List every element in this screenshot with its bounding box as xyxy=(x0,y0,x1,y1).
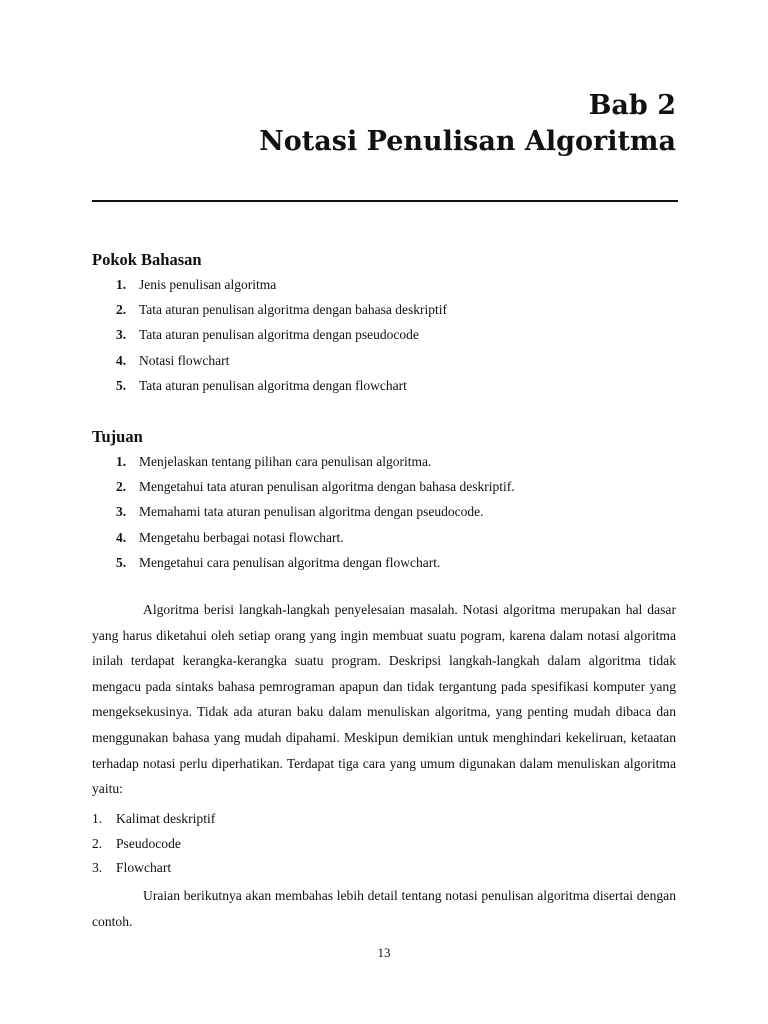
list-item: 2. Mengetahui tata aturan penulisan algoritma dengan bahasa deskriptif. xyxy=(116,479,515,495)
list-item: 1. Menjelaskan tentang pilihan cara penulisan algoritma. xyxy=(116,454,432,469)
chapter-heading xyxy=(259,88,676,160)
list-item: 4. Notasi flowchart xyxy=(116,352,230,368)
list-item: 5. Mengetahui cara penulisan algoritma dengan flowchart. xyxy=(116,554,441,570)
list-item: 2. Tata aturan penulisan algoritma dengan bahasa deskriptif xyxy=(116,302,447,318)
list-item: 4. Mengetahu berbagai notasi flowchart. xyxy=(116,529,344,545)
page-number: 13 xyxy=(377,945,391,960)
heading-divider xyxy=(92,200,678,202)
list-item: 3. Memahami tata aturan penulisan algoritma dengan pseudocode. xyxy=(116,504,484,520)
list-item: 2. Pseudocode xyxy=(92,835,181,851)
intro-paragraph: Algoritma berisi langkah-langkah penyelesaian masalah. Notasi algoritma merupakan hal dasar yang harus diketahui oleh setiap orang yang ingin membuat suatu pogram, karena dalam notasi algoritma inilah terdapat kerangka-kerangka suatu program. Deskripsi langkah-langkah dalam algoritma tidak mengacu pada sintaks bahasa pemrograman apapun dan tidak tergantung pada spesifikasi komputer yang mengeksekusinya. Tidak ada aturan baku dalam menuliskan algoritma, yang penting mudah dibaca dan menggunakan bahasa yang mudah dipahami. Meskipun demikian untuk menghindari kekeliruan, ketaatan terhadap notasi perlu diperhatikan. Terdapat tiga cara yang umum digunakan dalam menuliskan algoritma yaitu: xyxy=(92,602,676,797)
list-item: 5. Tata aturan penulisan algoritma dengan flowchart xyxy=(116,377,407,393)
list-item: 3. Tata aturan penulisan algoritma dengan pseudocode xyxy=(116,327,419,343)
closing-paragraph: Uraian berikutnya akan membahas lebih detail tentang notasi penulisan algoritma disertai dengan contoh. xyxy=(92,888,676,929)
chapter-title: Notasi Penulisan Algoritma xyxy=(259,126,676,157)
list-item: 3. Flowchart xyxy=(92,860,172,875)
chapter-number: Bab 2 xyxy=(588,90,676,121)
pokok-bahasan-heading: Pokok Bahasan xyxy=(92,250,202,269)
methods-list xyxy=(92,807,215,881)
list-item: 1. Kalimat deskriptif xyxy=(92,811,216,826)
list-item: 1. Jenis penulisan algoritma xyxy=(116,277,277,292)
tujuan-list xyxy=(116,449,515,575)
pokok-bahasan-list xyxy=(116,272,447,398)
tujuan-heading: Tujuan xyxy=(92,427,143,446)
